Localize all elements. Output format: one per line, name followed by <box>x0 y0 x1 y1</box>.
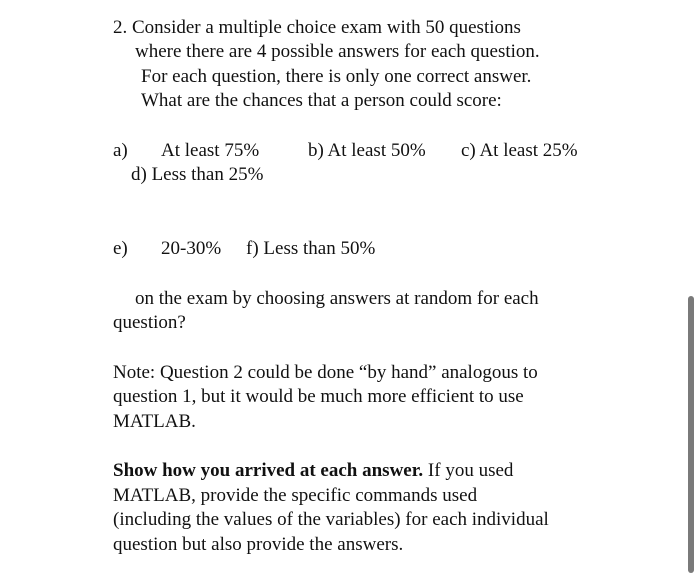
option-d: d) Less than 25% <box>131 164 264 185</box>
question-line-3: For each question, there is only one correct answer. <box>141 66 532 87</box>
instructions-line-3: (including the values of the variables) for each individual <box>113 509 549 530</box>
question-line-1: 2. Consider a multiple choice exam with 50 questions <box>113 17 521 38</box>
option-e-label: e) <box>113 238 128 259</box>
continuation-line-2: question? <box>113 312 186 333</box>
option-a-text: At least 75% <box>161 140 260 161</box>
instructions-line-2: MATLAB, provide the specific commands used <box>113 485 478 506</box>
option-b: b) At least 50% <box>308 140 426 161</box>
option-a-label: a) <box>113 140 128 161</box>
question-line-4: What are the chances that a person could score: <box>141 90 502 111</box>
question-line-2: where there are 4 possible answers for each question. <box>135 41 540 62</box>
instructions-bold-text: Show how you arrived at each answer. <box>113 460 424 481</box>
note-line-3: MATLAB. <box>113 411 196 432</box>
option-f: f) Less than 50% <box>246 238 376 259</box>
option-e-text: 20-30% <box>161 238 222 259</box>
scrollbar-thumb[interactable] <box>688 296 694 573</box>
instructions-line-1 <box>113 459 513 483</box>
instructions-line-4: question but also provide the answers. <box>113 534 404 555</box>
option-c: c) At least 25% <box>461 140 578 161</box>
note-line-1: Note: Question 2 could be done “by hand” analogous to <box>113 362 538 383</box>
continuation-line-1: on the exam by choosing answers at random for each <box>135 288 539 309</box>
note-line-2: question 1, but it would be much more efficient to use <box>113 386 524 407</box>
instructions-line-1-rest: If you used <box>423 460 514 481</box>
